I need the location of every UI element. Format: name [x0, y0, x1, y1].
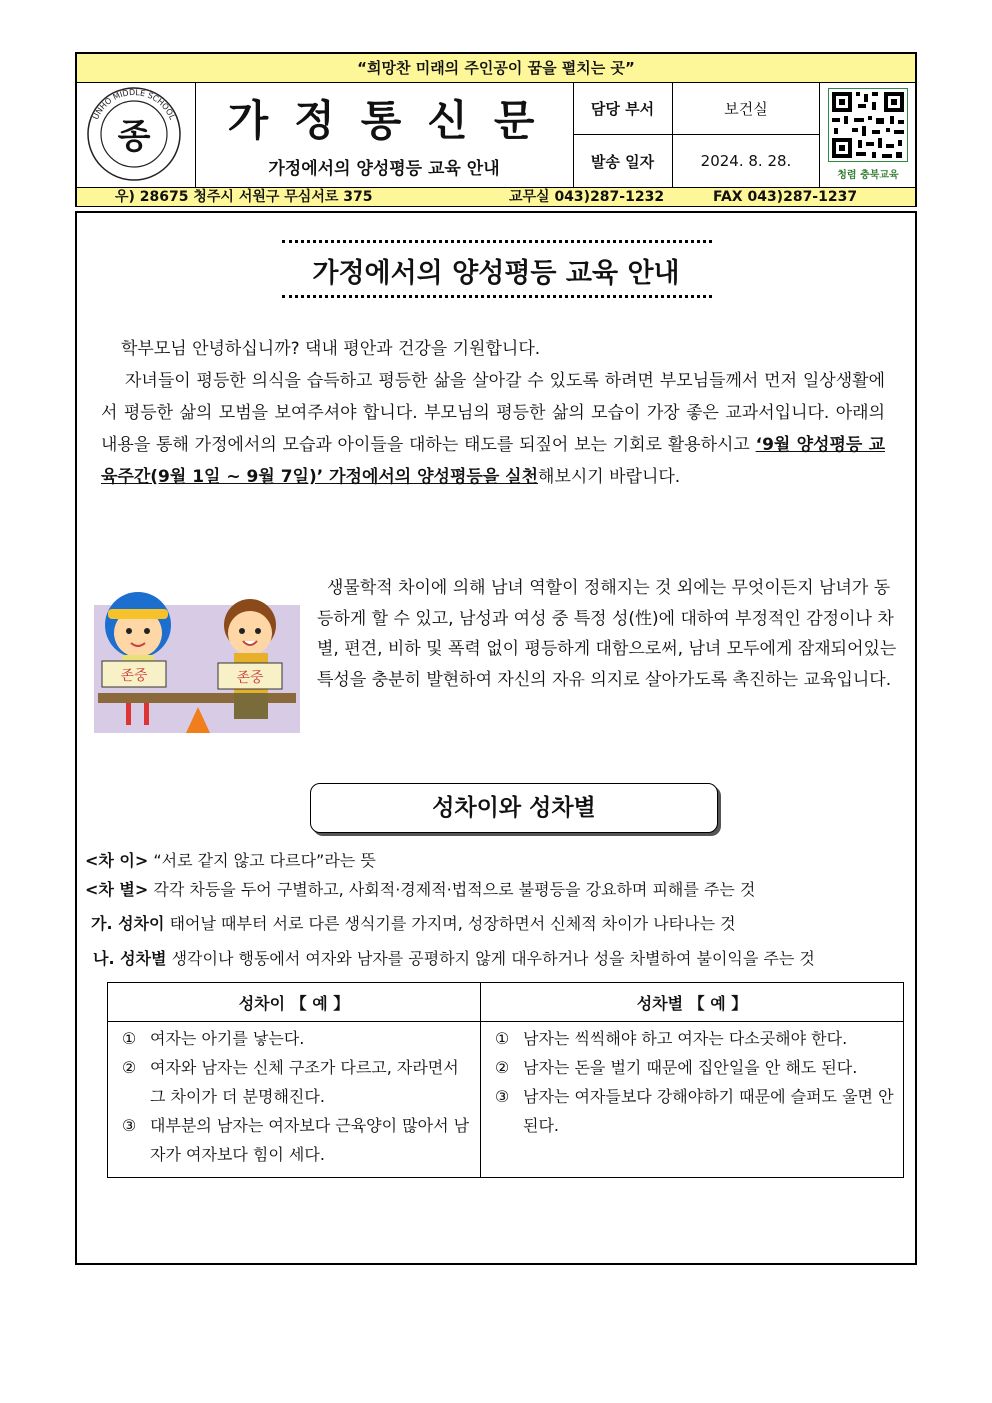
difference-examples	[108, 1022, 481, 1178]
col-header-discrimination: 성차별 【 예 】	[481, 983, 904, 1022]
list-item: ③ 남자는 여자들보다 강해야하기 때문에 슬퍼도 울면 안 된다.	[494, 1087, 894, 1135]
main-title: 가정에서의 양성평등 교육 안내	[312, 258, 680, 289]
section-title: 성차이와 성차별	[310, 783, 718, 833]
logo-ring-text: UNHO MIDDLE SCHOOL	[91, 87, 177, 122]
education-description: 생물학적 차이에 의해 남녀 역할이 정해지는 것 외에는 무엇이든지 남녀가 동등하게 할 수 있고, 남성과 여성 중 특정 성(性)에 대하여 부정적인 감정이나 차별, 편견, 비하 및 폭력 없이 평등하게 대함으로써, 남녀 모두에게 잠재되어있는 특성을 충분히 발현하여 자신의 자유 의지로 살아가도록 촉진하는 교육입니다.	[317, 578, 897, 690]
intro-paragraph	[101, 333, 885, 493]
date-value: 2024. 8. 28.	[700, 152, 792, 170]
dept-value: 보건실	[724, 99, 768, 118]
greeting: 학부모님 안녕하십니까? 댁내 평안과 건강을 기원합니다.	[121, 339, 541, 359]
newsletter-subtitle: 가정에서의 양성평등 교육 안내	[268, 159, 500, 179]
qr-caption: 청렴 충북교육	[837, 170, 899, 181]
newsletter-title: 가정통신문	[227, 96, 561, 145]
list-item: ② 여자와 남자는 신체 구조가 다르고, 자라면서 그 차이가 더 분명해진다.	[121, 1058, 459, 1106]
school-motto: “희망찬 미래의 주인공이 꿈을 펼치는 곳”	[77, 54, 915, 83]
info-grid	[573, 82, 819, 187]
intro-text: 자녀들이 평등한 의식을 습득하고 평등한 삶을 살아갈 수 있도록 하려면 부모님들께서 먼저 일상생활에서 평등한 삶의 모범을 보여주셔야 합니다. 부모님의 평등한 삶의 모습이 가장 좋은 교과서입니다. 아래의 내용을 통해 가정에서의 모습과 아이들을 대하는 태도를 되짚어 보는 기회로 활용하시고 ‘9월 양성평등 교육주간(9월 1일 ~ 9월 7일)’ 가정에서의 양성평등을 실천해보시기 바랍니다.	[101, 371, 886, 487]
dept-label: 담당 부서	[573, 82, 673, 134]
definition-difference: <차 이> “서로 같지 않고 다르다”라는 뜻	[85, 851, 376, 870]
fax-number: FAX 043)287-1237	[713, 189, 858, 205]
discrimination-examples	[481, 1022, 904, 1178]
title-dotted-rule-top	[282, 240, 712, 243]
address-bar	[77, 187, 915, 206]
list-item: ① 여자는 아기를 낳는다.	[121, 1029, 305, 1048]
comparison-table	[107, 982, 904, 1178]
definition-discrimination: <차 별> 각각 차등을 두어 구별하고, 사회적·경제적·법적으로 불평등을 강요하며 피해를 주는 것	[85, 880, 756, 899]
qr-cell	[819, 82, 916, 187]
newsletter-body	[75, 211, 917, 1265]
qr-code-icon[interactable]	[828, 88, 908, 162]
school-logo-cell	[77, 82, 196, 187]
postal-address: 우) 28675 청주시 서원구 무심서로 375	[115, 189, 373, 205]
office-phone: 교무실 043)287-1232	[509, 189, 665, 205]
date-label: 발송 일자	[573, 135, 673, 187]
children-seesaw-illustration	[94, 575, 300, 733]
logo-glyph: 종	[117, 117, 151, 157]
title-cell	[195, 82, 574, 187]
girl-sign-text: 존중	[120, 668, 148, 684]
boy-sign-text: 존중	[236, 670, 264, 686]
list-item: ③ 대부분의 남자는 여자보다 근육양이 많아서 남자가 여자보다 힘이 세다.	[121, 1116, 470, 1164]
intro-emphasis: ‘9월 양성평등 교육주간(9월 1일 ~ 9월 7일)’ 가정에서의 양성평등을 실천	[101, 435, 886, 487]
list-item: ② 남자는 돈을 벌기 때문에 집안일을 안 해도 된다.	[494, 1058, 858, 1077]
col-header-difference: 성차이 【 예 】	[108, 983, 481, 1022]
definition-sex-discrimination: 나. 성차별 생각이나 행동에서 여자와 남자를 공평하지 않게 대우하거나 성을 차별하여 불이익을 주는 것	[93, 949, 815, 968]
list-item: ① 남자는 씩씩해야 하고 여자는 다소곳해야 한다.	[494, 1029, 848, 1048]
school-logo	[77, 82, 195, 187]
title-dotted-rule-bottom	[282, 295, 712, 298]
definition-sex-difference: 가. 성차이 태어날 때부터 서로 다른 생식기를 가지며, 성장하면서 신체적 차이가 나타나는 것	[91, 914, 736, 933]
newsletter-header	[75, 52, 917, 207]
